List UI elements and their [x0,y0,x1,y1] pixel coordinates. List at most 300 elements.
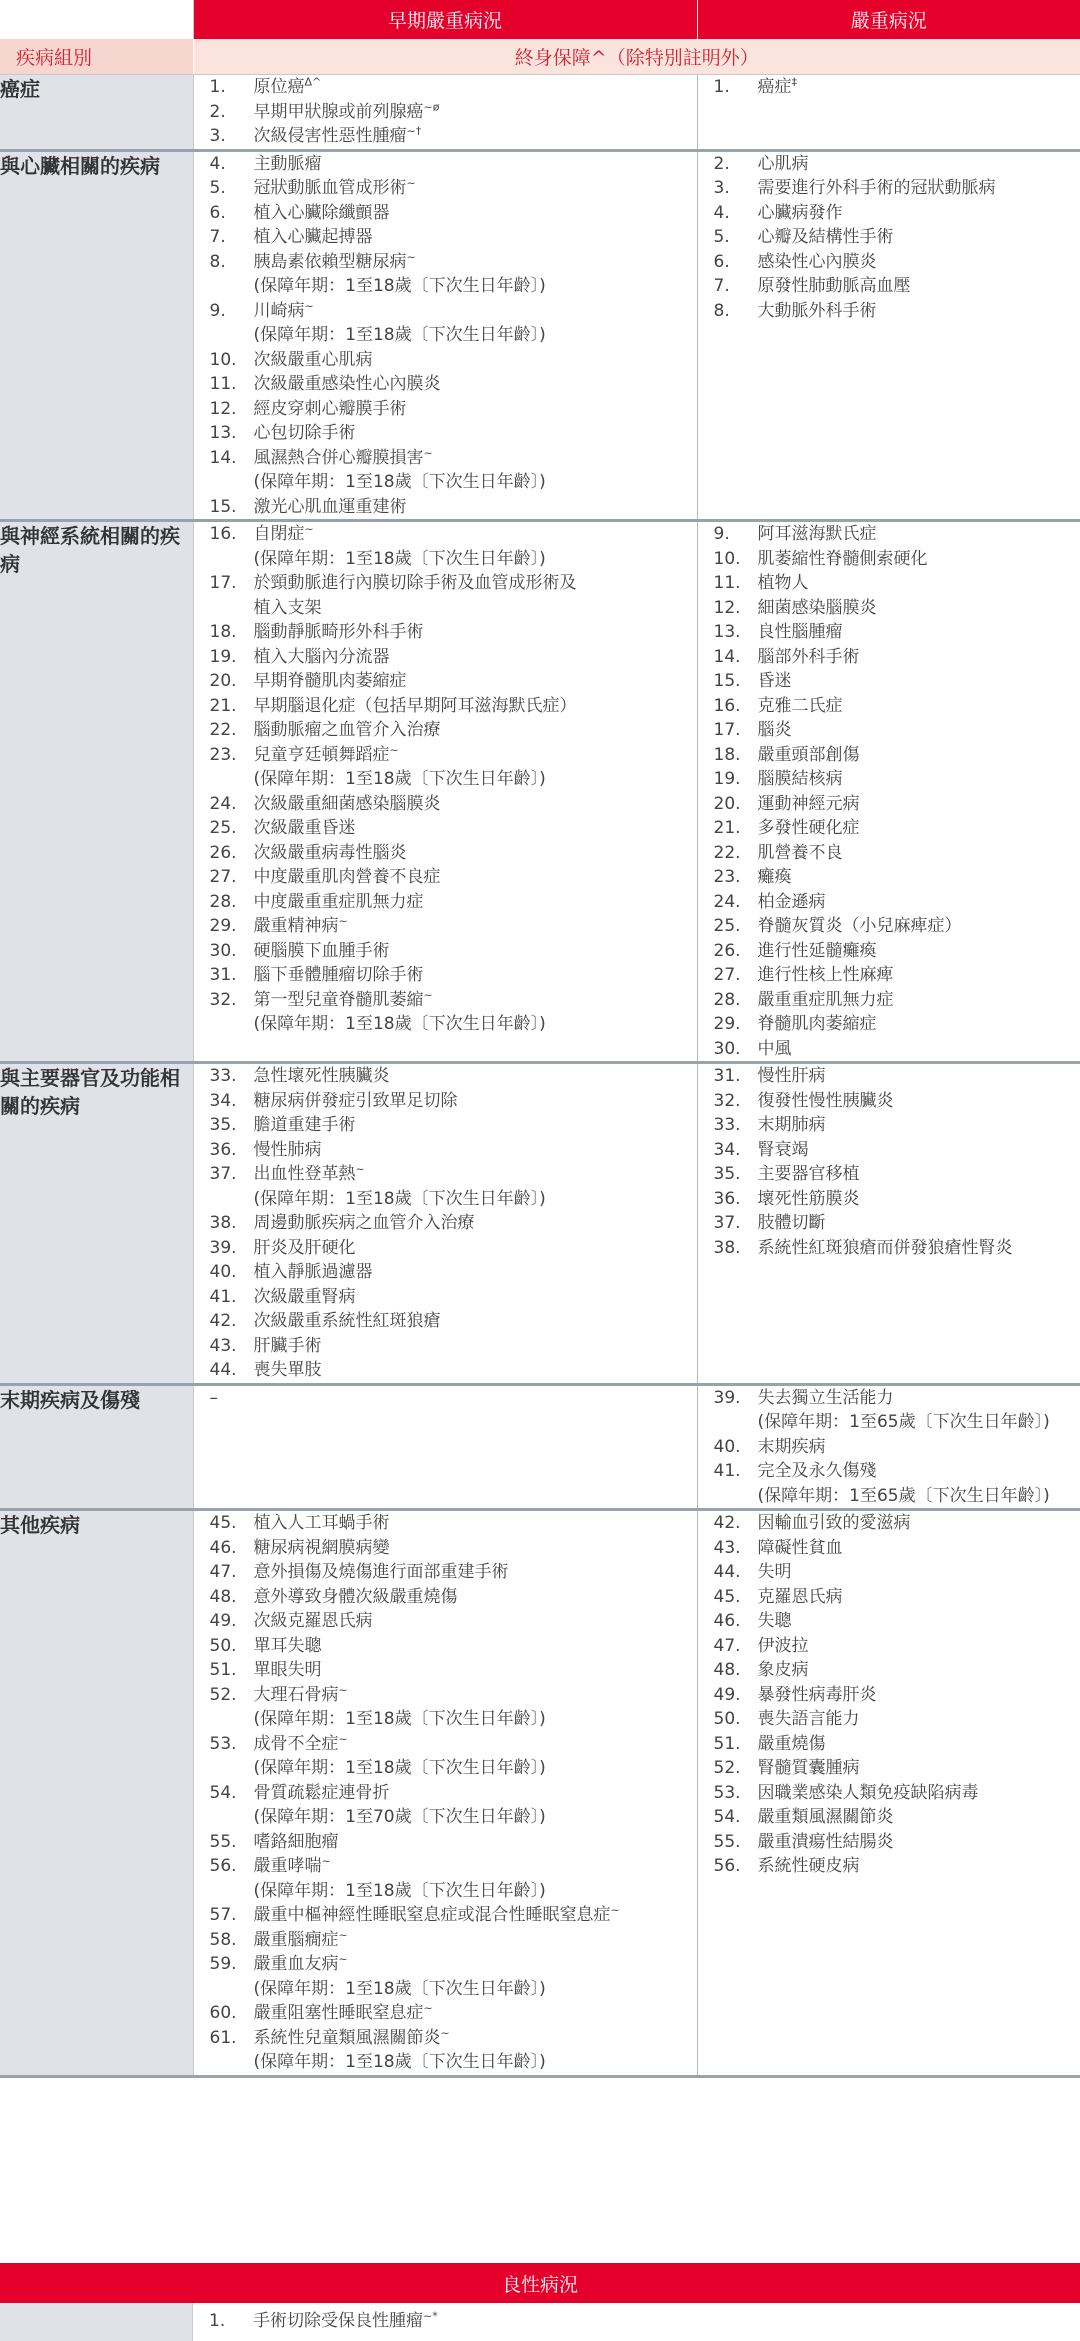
item-body [758,963,894,988]
item-footnote-mark: ~ [440,2025,450,2039]
item-number: 18. [713,744,741,765]
severe-list-item [698,1683,1080,1708]
item-coverage-note: (保障年期：1至18歲〔下次生日年齡〕) [253,325,546,345]
item-body [758,1536,843,1561]
item-number: 40. [713,1436,741,1457]
category-label: 癌症 [0,75,193,151]
item-name: 腦膜結核病 [757,769,843,789]
early-list-item [194,446,697,495]
item-body [254,669,407,694]
item-number: 26. [713,940,741,961]
item-number: 33. [713,1115,741,1135]
item-body [254,225,373,250]
benign-item-list [193,2303,1080,2341]
item-name: 次級嚴重細菌感染腦膜炎 [253,793,441,814]
category-label: 末期疾病及傷殘 [0,1384,193,1510]
early-list-item [194,743,697,792]
item-body [253,2309,438,2334]
early-critical-list [194,1511,697,2075]
severe-list-item [698,1211,1080,1236]
item-coverage-note: (保障年期：1至65歲〔下次生日年齡〕) [757,1412,1050,1432]
section-row [0,1063,1080,1385]
severe-list-item [698,1536,1080,1561]
item-body [254,348,373,373]
item-name: 象皮病 [757,1660,809,1680]
item-coverage-note: (保障年期：1至18歲〔下次生日年齡〕) [253,1758,546,1778]
item-body [758,1113,826,1138]
item-body [254,743,546,792]
item-number: 11. [209,374,237,394]
item-name: 肌營養不良 [757,842,843,863]
item-number: 4. [713,202,730,223]
item-number: 55. [209,1831,237,1852]
early-list-item [194,2026,697,2075]
item-body [254,841,407,866]
benign-gap [0,2254,1080,2263]
item-name: 嚴重頭部創傷 [757,744,860,765]
item-body [254,1089,458,1114]
item-body [758,1064,826,1089]
group-label: 疾病組別 [0,39,193,75]
item-body [758,152,809,177]
item-name: 單耳失聰 [253,1635,322,1656]
item-name: 嚴重精神病 [253,916,339,936]
item-coverage-note: 植入支架 [253,597,322,618]
item-name: 嗜鉻細胞瘤 [253,1831,339,1852]
item-number: 7. [209,227,226,247]
item-number: 20. [713,793,741,814]
item-body [758,596,877,621]
early-list-item [194,2001,697,2026]
early-list-item [194,841,697,866]
item-name: 壞死性筋膜炎 [757,1188,860,1209]
item-body [254,1309,441,1334]
item-number: 23. [209,744,237,765]
item-name: 川崎病 [253,300,305,321]
item-name: 次級嚴重腎病 [253,1286,356,1307]
item-body [758,865,792,890]
item-number: 37. [209,1164,237,1184]
item-body [254,1854,546,1903]
item-footnote-mark: ~ [423,445,433,459]
item-number: 35. [209,1115,237,1135]
severe-list-item [698,201,1080,226]
item-footnote-mark: Δ^ [304,75,322,89]
item-body [758,1236,1013,1261]
item-number: 18. [209,622,237,642]
item-body [254,124,422,149]
item-number: 31. [713,1066,741,1086]
item-body [254,1903,620,1928]
item-name: 經皮穿刺心瓣膜手術 [253,398,407,419]
item-coverage-note: (保障年期：1至18歲〔下次生日年齡〕) [253,1978,546,1999]
item-number: 9. [209,300,226,321]
item-name: 植入心臟除纖顫器 [253,202,390,223]
item-name: 腦炎 [757,720,792,740]
item-number: 48. [713,1660,741,1680]
item-name: 風濕熱合併心瓣膜損害 [253,447,424,468]
section-row [0,150,1080,521]
item-body [254,571,577,620]
item-number: 56. [209,1856,237,1876]
item-name: 肢體切斷 [757,1213,826,1233]
severe-list-item [698,890,1080,915]
item-footnote-mark: ~ø [423,99,440,113]
item-body [254,75,322,100]
early-list-item [194,1634,697,1659]
item-body [758,841,843,866]
item-number: 54. [713,1807,741,1827]
item-name: 末期肺病 [757,1115,826,1135]
item-name: 嚴重燒傷 [757,1733,826,1754]
severe-list-item [698,1560,1080,1585]
early-list-item [194,372,697,397]
item-name: 成骨不全症 [253,1733,339,1754]
early-list-item [194,816,697,841]
benign-list-item [193,2309,438,2334]
early-list-item [194,1236,697,1261]
item-body [758,718,792,743]
item-number: 36. [713,1188,741,1209]
item-number: 6. [209,202,226,223]
item-number: 5. [209,178,226,198]
item-name: 冠狀動脈血管成形術 [253,178,407,198]
item-footnote-mark: ~ [423,987,433,1001]
item-body [254,694,577,719]
severe-list-item [698,1854,1080,1879]
item-number: 16. [209,524,237,544]
item-body [254,100,440,125]
item-body [758,1854,860,1879]
item-name: 復發性慢性胰臟炎 [757,1090,894,1111]
early-list-item [194,176,697,201]
item-body [254,792,441,817]
early-list-item [194,1309,697,1334]
early-list-item [194,1732,697,1781]
item-number: 53. [209,1733,237,1754]
early-list-item [194,1511,697,1536]
item-body [254,250,546,299]
section-row [0,521,1080,1063]
item-body [758,1211,826,1236]
item-body [758,669,792,694]
item-number: 29. [209,916,237,936]
item-body [254,1358,322,1383]
item-name: 意外損傷及燒傷進行面部重建手術 [253,1562,509,1582]
item-number: 43. [713,1537,741,1558]
item-number: 15. [713,671,741,691]
early-list-item [194,1138,697,1163]
section-row [0,1384,1080,1510]
severe-list-item [698,1187,1080,1212]
severe-list-item [698,620,1080,645]
severe-critical-list [698,522,1080,1061]
item-number: 55. [713,1831,741,1852]
item-name: 手術切除受保良性腫瘤 [253,2311,423,2331]
early-list-item [194,1162,697,1211]
item-body [254,890,424,915]
item-footnote-mark: ~† [406,124,422,138]
early-critical-list [194,152,697,520]
item-number: 50. [209,1635,237,1656]
benign-header: 良性病況 [0,2263,1080,2303]
item-number: 1. [713,77,730,97]
item-name: 因職業感染人類免疫缺陷病毒 [757,1782,979,1803]
item-name: 嚴重血友病 [253,1954,339,1974]
item-body [758,547,928,572]
severe-list-item [698,250,1080,275]
header-early-critical: 早期嚴重病況 [193,0,697,39]
severe-list-item [698,1781,1080,1806]
early-list-item [194,75,697,100]
item-body [254,1236,356,1261]
item-coverage-note: (保障年期：1至18歲〔下次生日年齡〕) [253,548,546,569]
item-footnote-mark: ~ [338,1927,348,1941]
item-name: 原位癌 [253,77,305,97]
item-coverage-note: (保障年期：1至18歲〔下次生日年齡〕) [253,769,546,789]
early-list-item [194,669,697,694]
early-list-item [194,1285,697,1310]
item-name: 失聰 [757,1611,792,1631]
item-number: 40. [209,1262,237,1282]
item-footnote-mark: ~ [321,1854,331,1868]
severe-critical-list [698,1386,1080,1509]
item-number: 32. [209,989,237,1010]
early-list-item [194,1113,697,1138]
item-number: 59. [209,1954,237,1974]
severe-list-item [698,547,1080,572]
severe-list-item [698,225,1080,250]
item-number: 37. [713,1213,741,1233]
item-name: 克雅二氏症 [757,695,843,716]
item-body [254,645,390,670]
item-body [254,1683,546,1732]
item-number: 61. [209,2027,237,2048]
item-number: 31. [209,965,237,985]
early-list-item [194,963,697,988]
item-number: 48. [209,1586,237,1607]
item-body [758,250,877,275]
early-critical-list [194,522,697,1037]
early-list-item [194,1064,697,1089]
item-number: 34. [713,1139,741,1160]
severe-critical-cell [697,1510,1080,2077]
item-name: 次級嚴重系統性紅斑狼瘡 [253,1311,441,1331]
item-body [758,1012,877,1037]
item-number: 11. [713,573,741,593]
item-name: 大理石骨病 [253,1684,339,1705]
item-body [254,1162,546,1211]
item-number: 4. [209,153,226,174]
item-name: 暴發性病毒肝炎 [757,1684,877,1705]
item-name: 第一型兒童脊髓肌萎縮 [253,989,424,1010]
item-number: 57. [209,1905,237,1925]
item-body [758,816,860,841]
item-body [758,890,826,915]
severe-list-item [698,669,1080,694]
section-row [0,75,1080,151]
early-list-item [194,522,697,571]
item-number: 2. [713,153,730,174]
item-body [254,939,390,964]
severe-critical-cell [697,1063,1080,1385]
severe-list-item [698,1707,1080,1732]
item-body [254,1211,475,1236]
item-footnote-mark: ~ [338,1731,348,1745]
early-list-item [194,1781,697,1830]
item-body [758,1459,1050,1508]
item-name: 癱瘓 [757,867,792,887]
early-list-item [194,495,697,520]
item-body [758,1187,860,1212]
severe-list-item [698,152,1080,177]
item-number: 10. [209,349,237,370]
item-name: 早期脊髓肌肉萎縮症 [253,671,407,691]
item-number: 17. [209,573,237,593]
early-list-item [194,1658,697,1683]
item-name: 腦部外科手術 [757,646,860,667]
item-name: 運動神經元病 [757,793,860,814]
item-name: 需要進行外科手術的冠狀動脈病 [757,178,996,198]
item-name: 主動脈瘤 [253,153,322,174]
early-list-item [194,694,697,719]
item-name: 激光心肌血運重建術 [253,496,407,517]
item-name: 次級嚴重病毒性腦炎 [253,842,407,863]
early-list-item [194,645,697,670]
early-list-item [194,124,697,149]
item-body [758,939,877,964]
item-number: 30. [713,1038,741,1059]
item-body [758,1162,860,1187]
item-number: 3. [209,126,226,146]
item-body [254,1560,509,1585]
item-number: 44. [209,1360,237,1380]
item-body [758,1089,894,1114]
item-name: 植入大腦內分流器 [253,646,390,667]
early-list-item [194,348,697,373]
early-list-item [194,225,697,250]
severe-list-item [698,694,1080,719]
item-number: 13. [713,622,741,642]
item-footnote-mark: ~ [406,249,416,263]
item-number: 47. [713,1635,741,1656]
item-body [254,2001,433,2026]
item-number: 27. [713,965,741,985]
item-name: 主要器官移植 [757,1164,860,1184]
early-list-item [194,1609,697,1634]
item-number: 36. [209,1139,237,1160]
item-number: 9. [713,524,730,544]
item-name: 末期疾病 [757,1436,826,1457]
item-number: 17. [713,720,741,740]
item-number: 24. [209,793,237,814]
item-name: 原發性肺動脈高血壓 [757,276,911,296]
item-name: 肝炎及肝硬化 [253,1237,356,1258]
severe-list-item [698,865,1080,890]
benign-list [193,2309,438,2341]
early-list-item [194,1211,697,1236]
item-body [758,1386,1050,1435]
early-critical-cell [193,1384,697,1510]
early-list-item [194,1928,697,1953]
item-name: 次級嚴重心肌病 [253,349,373,370]
item-number: 42. [713,1513,741,1533]
severe-list-item [698,1012,1080,1037]
item-name: 脊髓肌肉萎縮症 [757,1014,877,1034]
item-number: 16. [713,695,741,716]
item-number: 14. [713,646,741,667]
early-critical-cell [193,521,697,1063]
item-name: 腎髓質囊腫病 [757,1758,860,1778]
item-body [758,1585,843,1610]
item-number: 24. [713,891,741,912]
item-name: 自閉症 [253,524,305,544]
item-number: 25. [209,818,237,838]
item-body [758,1138,809,1163]
item-number: 46. [713,1611,741,1631]
header-group-column [0,0,193,39]
item-body [254,1334,322,1359]
item-name: 植入心臟起搏器 [253,227,373,247]
table-subheader-row [0,39,1080,75]
item-number: 51. [209,1660,237,1680]
item-name: 腎衰竭 [757,1139,809,1160]
item-body [758,1658,809,1683]
severe-list-item [698,299,1080,324]
item-name: 進行性延髓癱瘓 [757,940,877,961]
early-critical-cell [193,150,697,521]
severe-list-item [698,841,1080,866]
item-number: 6. [713,251,730,272]
item-body [254,1732,546,1781]
item-body [758,1732,826,1757]
item-name: 糖尿病併發症引致單足切除 [253,1090,458,1111]
early-list-item [194,1683,697,1732]
item-number: 58. [209,1929,237,1950]
item-body [254,914,348,939]
item-body [254,397,407,422]
item-body [758,176,996,201]
early-list-item [194,914,697,939]
item-coverage-note: (保障年期：1至18歲〔下次生日年齡〕) [253,276,546,296]
item-name: 系統性紅斑狼瘡而併發狼瘡性腎炎 [757,1237,1013,1258]
item-name: 腦動靜脈畸形外科手術 [253,622,424,642]
severe-critical-cell [697,1384,1080,1510]
item-name: 嚴重類風濕關節炎 [757,1807,894,1827]
item-name: 脊髓灰質炎（小兒麻痺症） [757,916,962,936]
severe-list-item [698,718,1080,743]
item-name: 克羅恩氏病 [757,1586,843,1607]
item-number: 21. [713,818,741,838]
item-body [254,421,356,446]
item-name: 心瓣及結構性手術 [757,227,894,247]
item-number: 45. [713,1586,741,1607]
item-number: 52. [713,1758,741,1778]
item-number: 12. [209,398,237,419]
item-name: 喪失單肢 [253,1360,322,1380]
severe-list-item [698,1113,1080,1138]
early-list-item [194,397,697,422]
severe-list-item [698,596,1080,621]
item-body [254,495,407,520]
item-number: 54. [209,1782,237,1803]
severe-critical-list [698,75,1080,100]
item-body [254,1138,322,1163]
item-name: 骨質疏鬆症連骨折 [253,1782,390,1803]
item-name: 糖尿病視網膜病變 [253,1537,390,1558]
item-name: 心包切除手術 [253,423,356,443]
item-name: 意外導致身體次級嚴重燒傷 [253,1586,458,1607]
